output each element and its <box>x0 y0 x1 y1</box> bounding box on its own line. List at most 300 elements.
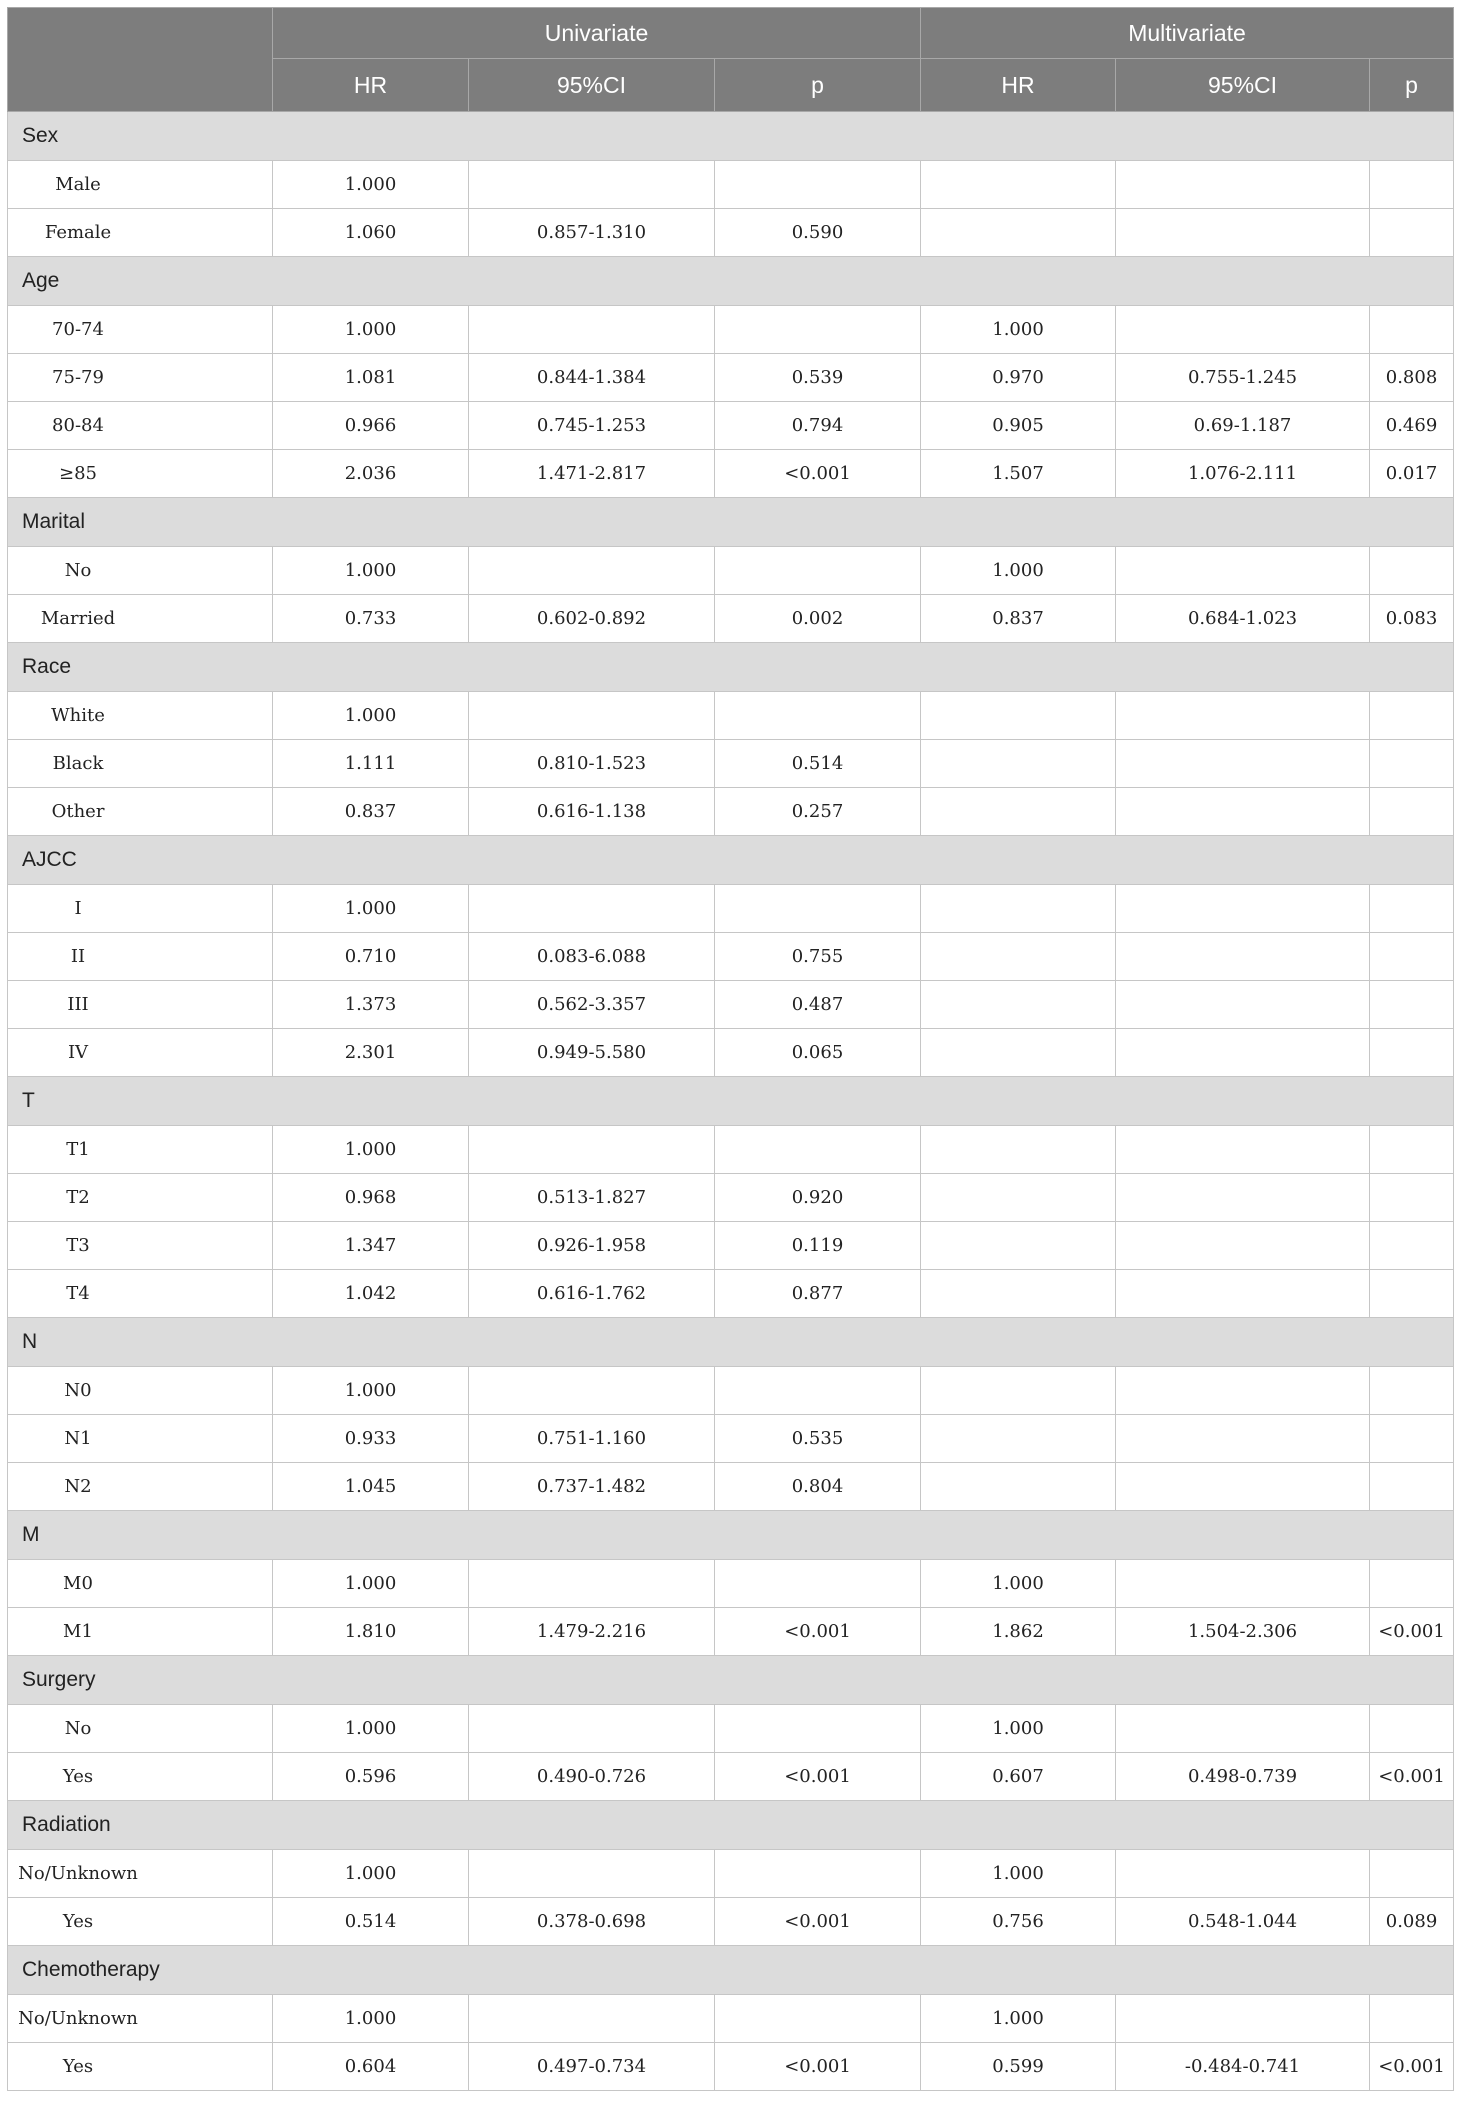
table-row <box>8 1898 1454 1946</box>
table-cell: 0.926-1.958 <box>469 1222 715 1270</box>
header-univariate-hr: HR <box>273 59 469 112</box>
row-label: No <box>64 1718 92 1739</box>
row-label-cell <box>8 354 273 402</box>
table-cell <box>1116 1174 1370 1222</box>
table-cell <box>469 1705 715 1753</box>
table-row <box>8 306 1454 354</box>
row-label: N2 <box>64 1476 92 1497</box>
row-label: III <box>67 994 89 1015</box>
table-cell: 0.949-5.580 <box>469 1029 715 1077</box>
table-cell: 1.000 <box>273 1367 469 1415</box>
table-cell <box>469 885 715 933</box>
table-cell <box>1116 1560 1370 1608</box>
table-cell: 0.756 <box>921 1898 1116 1946</box>
table-cell: 0.857-1.310 <box>469 209 715 257</box>
table-row <box>8 209 1454 257</box>
section-title: Surgery <box>8 1656 1454 1705</box>
section-row <box>8 836 1454 885</box>
row-label-cell <box>8 933 273 981</box>
table-cell <box>921 981 1116 1029</box>
table-row <box>8 450 1454 498</box>
table-cell: 0.514 <box>715 740 921 788</box>
table-row <box>8 1560 1454 1608</box>
table-cell <box>1116 1029 1370 1077</box>
table-cell: 0.548-1.044 <box>1116 1898 1370 1946</box>
row-label-cell <box>8 306 273 354</box>
table-cell <box>921 1174 1116 1222</box>
table-cell: 0.535 <box>715 1415 921 1463</box>
table-row <box>8 788 1454 836</box>
section-title: Radiation <box>8 1801 1454 1850</box>
row-label-cell <box>8 161 273 209</box>
row-label: M1 <box>63 1621 93 1642</box>
row-label: ≥85 <box>59 463 97 484</box>
section-title: N <box>8 1318 1454 1367</box>
table-cell <box>1370 1995 1454 2043</box>
row-label-cell <box>8 1126 273 1174</box>
table-cell <box>715 1995 921 2043</box>
table-cell <box>921 885 1116 933</box>
table-cell <box>469 1560 715 1608</box>
row-label: T4 <box>66 1283 90 1304</box>
table-cell: 0.119 <box>715 1222 921 1270</box>
row-label-cell <box>8 402 273 450</box>
row-label: M0 <box>63 1573 93 1594</box>
table-cell <box>921 209 1116 257</box>
section-row <box>8 1318 1454 1367</box>
table-cell: 0.065 <box>715 1029 921 1077</box>
section-row <box>8 1511 1454 1560</box>
table-cell: <0.001 <box>715 1898 921 1946</box>
row-label: No/Unknown <box>18 1863 138 1884</box>
table-cell <box>469 547 715 595</box>
row-label: T2 <box>66 1187 90 1208</box>
table-cell <box>1116 1270 1370 1318</box>
table-cell: 0.599 <box>921 2043 1116 2091</box>
row-label: No <box>64 560 92 581</box>
table-cell: 1.000 <box>273 306 469 354</box>
row-label-cell <box>8 981 273 1029</box>
table-cell <box>715 692 921 740</box>
section-row <box>8 112 1454 161</box>
table-cell: 0.877 <box>715 1270 921 1318</box>
table-cell <box>921 933 1116 981</box>
section-title: Marital <box>8 498 1454 547</box>
row-label-cell <box>8 1608 273 1656</box>
table-cell: 0.751-1.160 <box>469 1415 715 1463</box>
table-cell <box>1116 1367 1370 1415</box>
table-cell <box>921 740 1116 788</box>
table-cell <box>715 1560 921 1608</box>
row-label: 80-84 <box>52 415 104 436</box>
table-cell: 0.69-1.187 <box>1116 402 1370 450</box>
table-cell: 0.616-1.138 <box>469 788 715 836</box>
table-cell <box>1370 1850 1454 1898</box>
table-cell: 0.737-1.482 <box>469 1463 715 1511</box>
table-cell <box>1370 1415 1454 1463</box>
table-row <box>8 1705 1454 1753</box>
row-label-cell <box>8 1415 273 1463</box>
table-cell <box>715 1850 921 1898</box>
table-cell <box>1370 1463 1454 1511</box>
table-cell: 1.471-2.817 <box>469 450 715 498</box>
table-cell <box>1116 1126 1370 1174</box>
table-cell <box>715 306 921 354</box>
table-cell: 0.514 <box>273 1898 469 1946</box>
table-cell: 1.000 <box>273 1705 469 1753</box>
section-row <box>8 1077 1454 1126</box>
table-cell <box>1370 1560 1454 1608</box>
table-cell: 0.469 <box>1370 402 1454 450</box>
table-cell <box>1370 1705 1454 1753</box>
table-cell <box>921 161 1116 209</box>
row-label: T1 <box>66 1139 90 1160</box>
row-label-cell <box>8 740 273 788</box>
row-label-cell <box>8 1270 273 1318</box>
table-cell <box>1370 1367 1454 1415</box>
table-cell <box>1116 1850 1370 1898</box>
table-cell <box>1370 692 1454 740</box>
table-cell: 0.083-6.088 <box>469 933 715 981</box>
table-cell <box>715 885 921 933</box>
row-label: II <box>70 946 86 967</box>
table-row <box>8 885 1454 933</box>
table-cell: 0.684-1.023 <box>1116 595 1370 643</box>
table-cell: <0.001 <box>1370 2043 1454 2091</box>
table-cell: <0.001 <box>715 450 921 498</box>
row-label-cell <box>8 885 273 933</box>
table-cell <box>921 788 1116 836</box>
row-label: T3 <box>66 1235 90 1256</box>
table-cell <box>1116 740 1370 788</box>
table-cell: 0.257 <box>715 788 921 836</box>
table-cell: 0.733 <box>273 595 469 643</box>
header-multivariate-p: p <box>1370 59 1454 112</box>
table-cell <box>1370 1270 1454 1318</box>
table-cell: 1.081 <box>273 354 469 402</box>
table-cell: <0.001 <box>715 1608 921 1656</box>
table-row <box>8 1753 1454 1801</box>
table-cell: 1.000 <box>273 1995 469 2043</box>
table-cell <box>1116 1222 1370 1270</box>
table-cell <box>715 161 921 209</box>
table-cell: 1.060 <box>273 209 469 257</box>
row-label-cell <box>8 1898 273 1946</box>
table-row <box>8 595 1454 643</box>
table-cell: 0.710 <box>273 933 469 981</box>
table-row <box>8 2043 1454 2091</box>
section-row <box>8 643 1454 692</box>
table-row <box>8 1270 1454 1318</box>
table-cell: 1.111 <box>273 740 469 788</box>
table-cell: 0.513-1.827 <box>469 1174 715 1222</box>
table-row <box>8 1608 1454 1656</box>
row-label-cell <box>8 1850 273 1898</box>
table-row <box>8 1126 1454 1174</box>
table-cell: 1.862 <box>921 1608 1116 1656</box>
table-cell: 0.562-3.357 <box>469 981 715 1029</box>
table-cell: 1.810 <box>273 1608 469 1656</box>
header-group-multivariate: Multivariate <box>921 8 1454 59</box>
row-label-cell <box>8 1705 273 1753</box>
row-label-cell <box>8 595 273 643</box>
row-label-cell <box>8 1753 273 1801</box>
row-label-cell <box>8 1463 273 1511</box>
table-cell <box>1116 788 1370 836</box>
table-cell <box>1370 885 1454 933</box>
header-variable-blank <box>8 8 273 112</box>
row-label-cell <box>8 788 273 836</box>
table-header <box>8 8 1454 112</box>
table-cell: 1.000 <box>921 1995 1116 2043</box>
table-cell: 1.507 <box>921 450 1116 498</box>
row-label-cell <box>8 1222 273 1270</box>
table-row <box>8 547 1454 595</box>
table-cell <box>921 1222 1116 1270</box>
table-cell: 0.604 <box>273 2043 469 2091</box>
section-title: Sex <box>8 112 1454 161</box>
table-cell <box>469 1995 715 2043</box>
row-label: Other <box>51 801 105 822</box>
table-cell <box>1116 547 1370 595</box>
table-cell: 1.000 <box>921 1705 1116 1753</box>
table-cell: 0.837 <box>273 788 469 836</box>
section-title: AJCC <box>8 836 1454 885</box>
row-label-cell <box>8 2043 273 2091</box>
table-cell: 1.504-2.306 <box>1116 1608 1370 1656</box>
table-cell <box>469 1367 715 1415</box>
table-cell: 1.479-2.216 <box>469 1608 715 1656</box>
row-label-cell <box>8 1560 273 1608</box>
section-title: Age <box>8 257 1454 306</box>
table-cell: 0.745-1.253 <box>469 402 715 450</box>
table-cell: 0.590 <box>715 209 921 257</box>
table-cell <box>469 1850 715 1898</box>
section-row <box>8 1946 1454 1995</box>
table-cell: 0.933 <box>273 1415 469 1463</box>
table-cell <box>1116 1995 1370 2043</box>
table-cell: 2.036 <box>273 450 469 498</box>
table-cell: 0.017 <box>1370 450 1454 498</box>
table-cell: 1.000 <box>273 1126 469 1174</box>
row-label: 75-79 <box>52 367 104 388</box>
row-label: Male <box>55 174 101 195</box>
hazard-ratio-table <box>7 7 1454 2091</box>
table-row <box>8 1222 1454 1270</box>
header-univariate-ci: 95%CI <box>469 59 715 112</box>
row-label: 70-74 <box>52 319 104 340</box>
table-cell <box>921 1367 1116 1415</box>
table-cell: 0.808 <box>1370 354 1454 402</box>
table-cell: 1.373 <box>273 981 469 1029</box>
table-cell <box>1116 885 1370 933</box>
table-row <box>8 1463 1454 1511</box>
table-cell <box>921 1463 1116 1511</box>
table-cell: 0.498-0.739 <box>1116 1753 1370 1801</box>
table-cell: 0.002 <box>715 595 921 643</box>
table-row <box>8 1415 1454 1463</box>
table-row <box>8 1850 1454 1898</box>
table-cell <box>1370 1126 1454 1174</box>
table-cell: 0.970 <box>921 354 1116 402</box>
table-cell: 0.804 <box>715 1463 921 1511</box>
table-cell: 0.920 <box>715 1174 921 1222</box>
section-row <box>8 1801 1454 1850</box>
table-cell <box>1370 1222 1454 1270</box>
table-cell <box>469 161 715 209</box>
section-row <box>8 498 1454 547</box>
section-title: Race <box>8 643 1454 692</box>
table-cell <box>715 1367 921 1415</box>
table-cell <box>469 1126 715 1174</box>
table-cell: 1.045 <box>273 1463 469 1511</box>
table-cell: 1.000 <box>921 1850 1116 1898</box>
table-row <box>8 1174 1454 1222</box>
row-label-cell <box>8 1029 273 1077</box>
table-cell: 0.378-0.698 <box>469 1898 715 1946</box>
table-cell <box>921 1126 1116 1174</box>
table-cell: 1.000 <box>273 161 469 209</box>
header-univariate-p: p <box>715 59 921 112</box>
table-cell: 0.755-1.245 <box>1116 354 1370 402</box>
table-cell: 0.490-0.726 <box>469 1753 715 1801</box>
table-cell: 1.000 <box>273 1850 469 1898</box>
header-multivariate-hr: HR <box>921 59 1116 112</box>
table-cell: 0.539 <box>715 354 921 402</box>
table-cell <box>715 1705 921 1753</box>
row-label-cell <box>8 1367 273 1415</box>
table-cell <box>1370 161 1454 209</box>
table-cell <box>1116 161 1370 209</box>
table-cell: -0.484-0.741 <box>1116 2043 1370 2091</box>
table-cell: 1.000 <box>273 692 469 740</box>
table-cell: 0.497-0.734 <box>469 2043 715 2091</box>
table-body <box>8 112 1454 2091</box>
header-multivariate-ci: 95%CI <box>1116 59 1370 112</box>
table-cell <box>1370 981 1454 1029</box>
table-cell: 0.837 <box>921 595 1116 643</box>
table-cell: 1.042 <box>273 1270 469 1318</box>
row-label-cell <box>8 547 273 595</box>
table-cell <box>1370 1174 1454 1222</box>
table-row <box>8 402 1454 450</box>
section-row <box>8 1656 1454 1705</box>
table-row <box>8 1367 1454 1415</box>
row-label: Yes <box>62 1766 94 1787</box>
table-row <box>8 1995 1454 2043</box>
table-cell: 0.607 <box>921 1753 1116 1801</box>
table-row <box>8 981 1454 1029</box>
table-cell <box>469 306 715 354</box>
table-row <box>8 354 1454 402</box>
table-cell: 2.301 <box>273 1029 469 1077</box>
row-label: Female <box>44 222 112 243</box>
row-label-cell <box>8 1995 273 2043</box>
table-cell <box>1370 209 1454 257</box>
row-label: No/Unknown <box>18 2008 138 2029</box>
row-label-cell <box>8 209 273 257</box>
table-cell: <0.001 <box>1370 1608 1454 1656</box>
row-label: Yes <box>62 1911 94 1932</box>
section-title: M <box>8 1511 1454 1560</box>
table-cell <box>1370 740 1454 788</box>
table-cell <box>921 692 1116 740</box>
table-row <box>8 692 1454 740</box>
row-label: White <box>51 705 105 726</box>
table-cell: 0.966 <box>273 402 469 450</box>
table-cell: <0.001 <box>1370 1753 1454 1801</box>
table-cell <box>1116 692 1370 740</box>
table-cell <box>1116 1463 1370 1511</box>
table-cell <box>1370 306 1454 354</box>
table-cell: 1.000 <box>273 547 469 595</box>
table-cell: 1.076-2.111 <box>1116 450 1370 498</box>
table-cell: 0.755 <box>715 933 921 981</box>
table-cell <box>1116 1415 1370 1463</box>
table-cell: 1.347 <box>273 1222 469 1270</box>
table-cell: 1.000 <box>273 885 469 933</box>
table-cell <box>1370 1029 1454 1077</box>
table-cell <box>1370 547 1454 595</box>
table-cell: 1.000 <box>921 306 1116 354</box>
table-cell <box>1116 1705 1370 1753</box>
table-cell <box>1116 306 1370 354</box>
table-cell <box>921 1270 1116 1318</box>
table-cell <box>921 1415 1116 1463</box>
header-group-univariate: Univariate <box>273 8 921 59</box>
table-row <box>8 161 1454 209</box>
table-cell <box>1116 209 1370 257</box>
section-title: Chemotherapy <box>8 1946 1454 1995</box>
table-cell: 0.596 <box>273 1753 469 1801</box>
row-label-cell <box>8 450 273 498</box>
table-cell: 0.794 <box>715 402 921 450</box>
row-label: IV <box>67 1042 89 1063</box>
table-cell <box>1370 933 1454 981</box>
table-cell <box>715 547 921 595</box>
table-cell: 0.083 <box>1370 595 1454 643</box>
table-cell: 0.844-1.384 <box>469 354 715 402</box>
table-cell <box>469 692 715 740</box>
table-cell: 0.089 <box>1370 1898 1454 1946</box>
table-cell: 0.602-0.892 <box>469 595 715 643</box>
row-label-cell <box>8 1174 273 1222</box>
table-cell: 0.905 <box>921 402 1116 450</box>
table-cell: <0.001 <box>715 1753 921 1801</box>
row-label: Married <box>40 608 116 629</box>
table-cell: 0.487 <box>715 981 921 1029</box>
table-cell: 0.810-1.523 <box>469 740 715 788</box>
table-cell <box>715 1126 921 1174</box>
row-label: Black <box>52 753 104 774</box>
table-cell <box>1370 788 1454 836</box>
row-label: N0 <box>64 1380 92 1401</box>
table-cell <box>1116 933 1370 981</box>
row-label: I <box>74 898 82 919</box>
table-cell: <0.001 <box>715 2043 921 2091</box>
table-row <box>8 933 1454 981</box>
row-label-cell <box>8 692 273 740</box>
table-cell: 0.968 <box>273 1174 469 1222</box>
table-cell: 1.000 <box>273 1560 469 1608</box>
table-cell: 1.000 <box>921 1560 1116 1608</box>
table-cell: 0.616-1.762 <box>469 1270 715 1318</box>
section-row <box>8 257 1454 306</box>
section-title: T <box>8 1077 1454 1126</box>
table-row <box>8 1029 1454 1077</box>
table-cell <box>1116 981 1370 1029</box>
table-cell <box>921 1029 1116 1077</box>
